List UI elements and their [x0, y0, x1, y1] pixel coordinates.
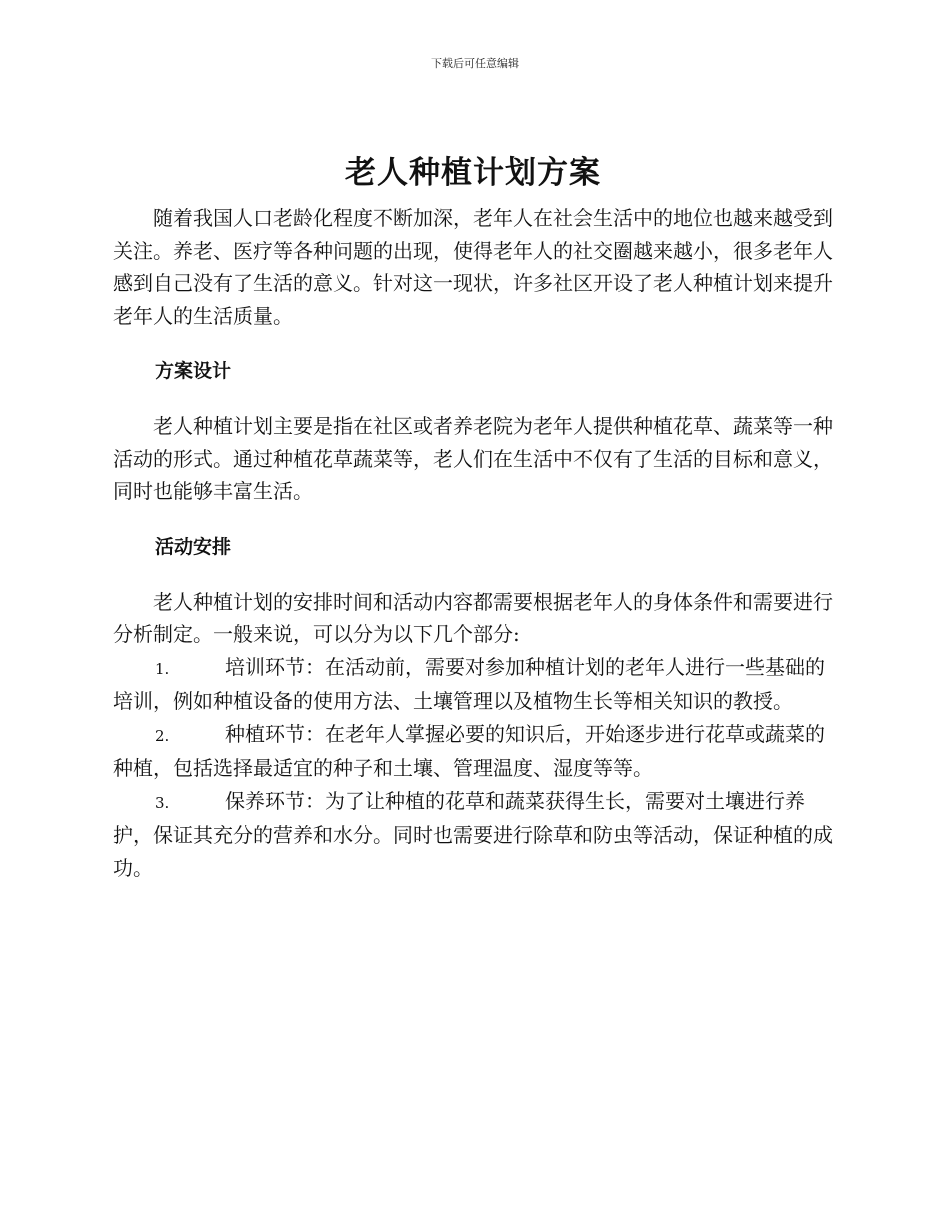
document-body: [113, 150, 833, 884]
list-item-planting: [113, 718, 833, 785]
section-body-design: 老人种植计划主要是指在社区或者养老院为老年人提供种植花草、蔬菜等一种活动的形式。通过种植花草蔬菜等，老人们在生活中不仅有了生活的目标和意义，同时也能够丰富生活。: [113, 414, 833, 503]
list-item-text: 保养环节：为了让种植的花草和蔬菜获得生长，需要对土壤进行养护，保证其充分的营养和水分。同时也需要进行除草和防虫等活动，保证种植的成功。: [113, 788, 833, 880]
section-body-schedule: 老人种植计划的安排时间和活动内容都需要根据老年人的身体条件和需要进行分析制定。一般来说，可以分为以下几个部分:: [113, 589, 833, 646]
list-number: 1.: [155, 659, 170, 678]
section-heading-design: 方案设计: [155, 360, 232, 382]
list-item-maintenance: [113, 785, 833, 885]
list-item-text: 培训环节：在活动前，需要对参加种植计划的老年人进行一些基础的培训，例如种植设备的使用方法、土壤管理以及植物生长等相关知识的教授。: [113, 654, 825, 713]
document-title: 老人种植计划方案: [345, 155, 601, 191]
section-heading-schedule: 活动安排: [155, 535, 232, 558]
header-note: 下载后可任意编辑: [431, 57, 519, 70]
list-item-training: [113, 651, 833, 718]
intro-paragraph: 随着我国人口老龄化程度不断加深，老年人在社会生活中的地位也越来越受到关注。养老、医疗等各种问题的出现，使得老年人的社交圈越来越小，很多老年人感到自己没有了生活的意义。针对这一现状，许多社区开设了老人种植计划来提升老年人的生活质量。: [113, 206, 833, 328]
list-number: 3.: [155, 793, 170, 812]
list-number: 2.: [155, 726, 170, 745]
list-item-text: 种植环节：在老年人掌握必要的知识后，开始逐步进行花草或蔬菜的种植，包括选择最适宜的种子和土壤、管理温度、湿度等等。: [113, 721, 825, 780]
